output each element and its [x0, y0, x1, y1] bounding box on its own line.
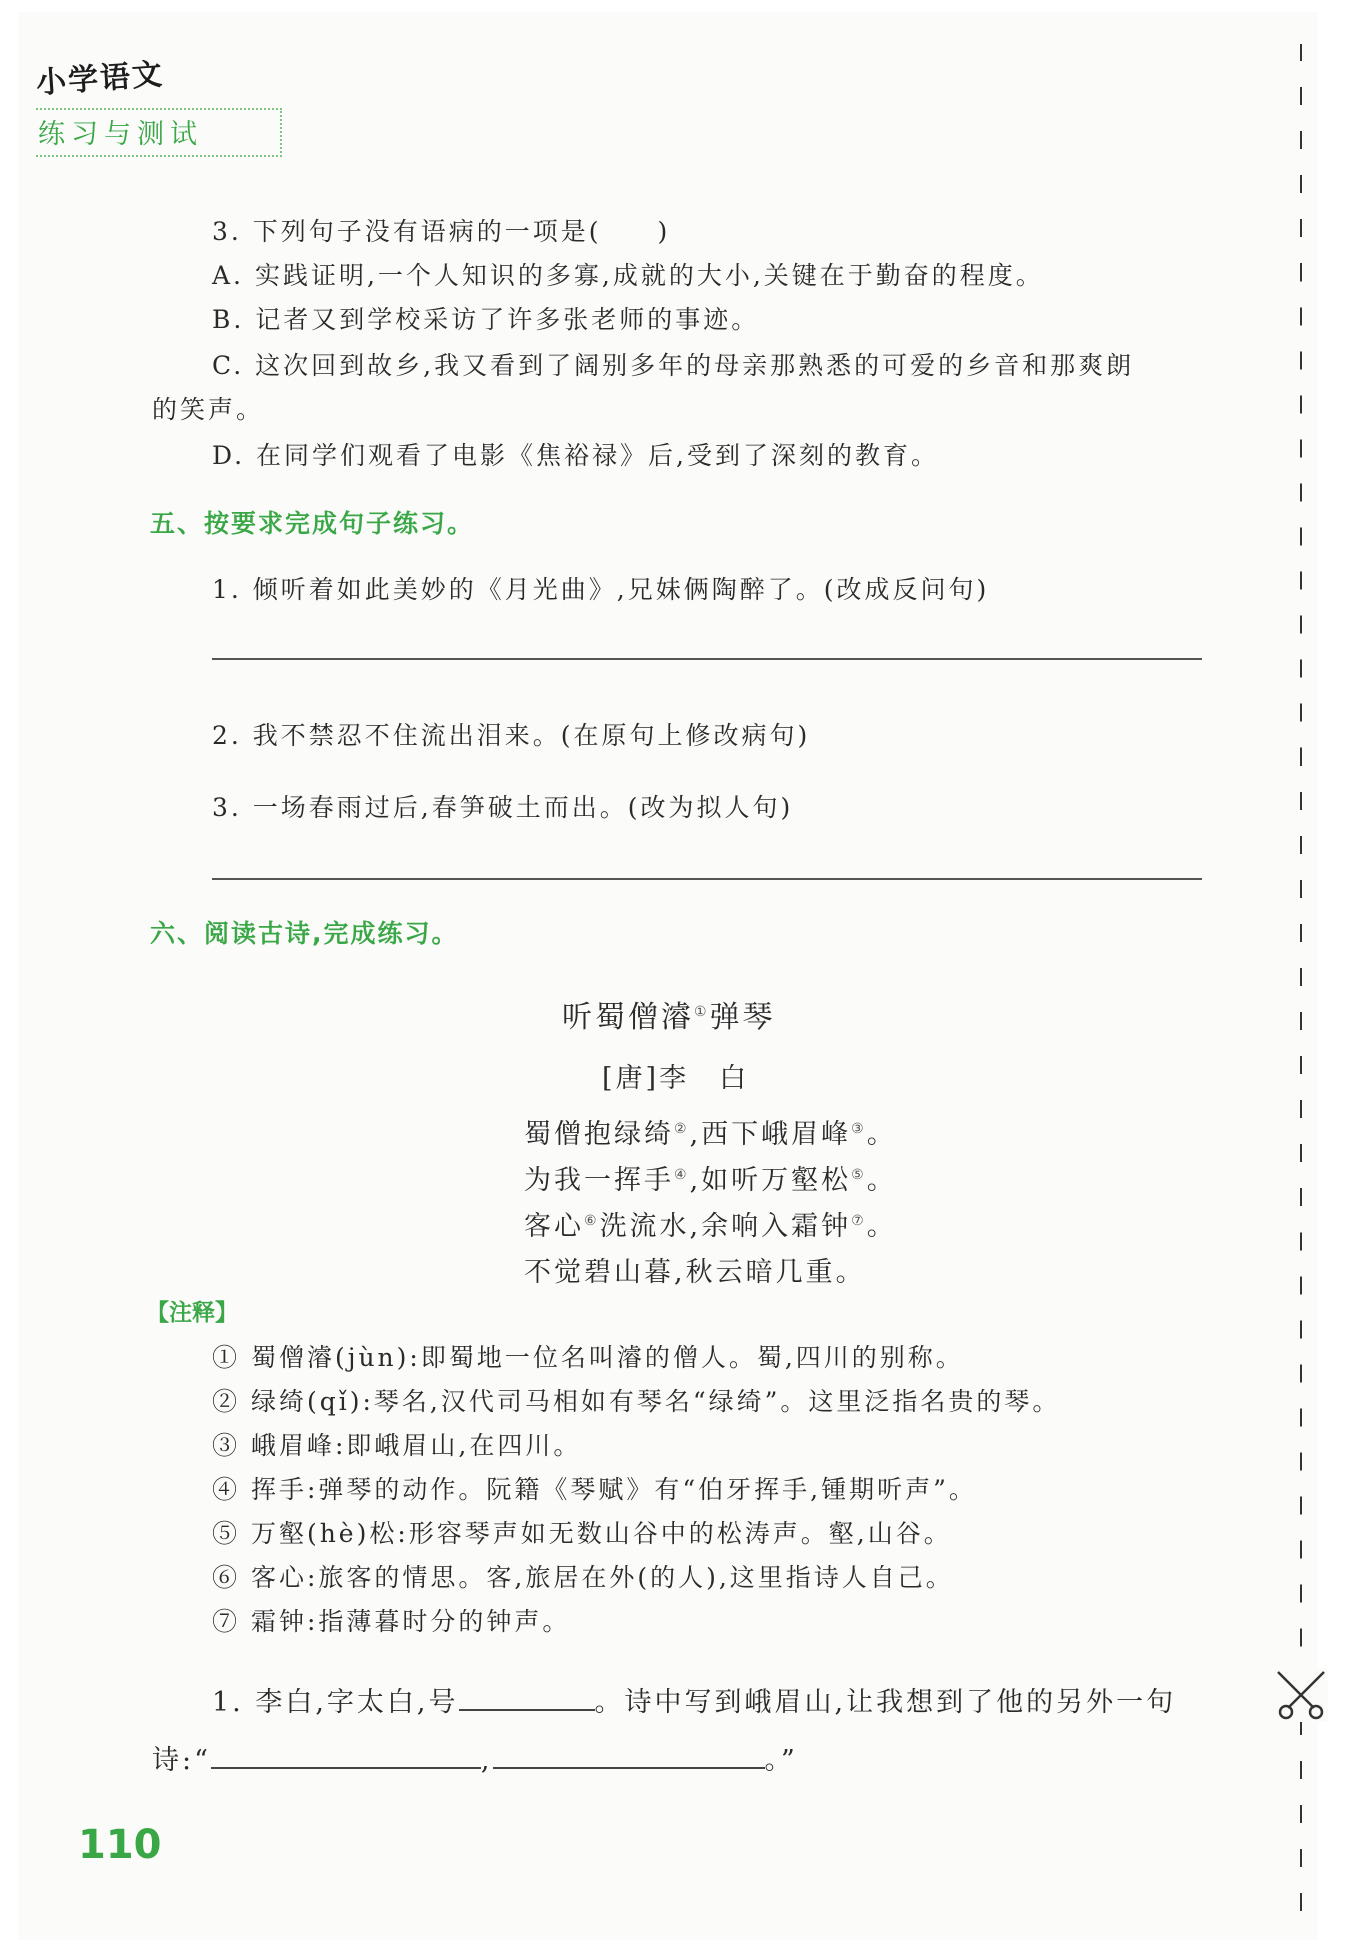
note-4: ④ 挥手:弹琴的动作。阮籍《琴赋》有“伯牙挥手,锺期听声”。 [212, 1475, 977, 1504]
q3-option-c-line1: C. 这次回到故乡,我又看到了阔别多年的母亲那熟悉的可爱的乡音和那爽朗 [212, 351, 1135, 380]
brand-title: 小学语文 [35, 57, 166, 101]
poem-author: [唐]李 白 [602, 1063, 750, 1094]
page-number: 110 [78, 1822, 162, 1868]
section6-heading: 六、阅读古诗,完成练习。 [150, 919, 459, 948]
poem-line-4: 不觉碧山暮,秋云暗几重。 [524, 1257, 866, 1288]
q3-option-a: A. 实践证明,一个人知识的多寡,成就的大小,关键在于勤奋的程度。 [212, 261, 1044, 290]
q3-option-c-line2: 的笑声。 [152, 395, 265, 424]
poem-line-3: 客心⑥洗流水,余响入霜钟⑦。 [524, 1211, 897, 1242]
s6-q1-line2: 诗:“ , 。” [152, 1745, 798, 1776]
note-6: ⑥ 客心:旅客的情思。客,旅居在外(的人),这里指诗人自己。 [212, 1563, 954, 1592]
notes-tag: 【注释】 [146, 1300, 238, 1326]
poem-blank-2[interactable] [493, 1743, 765, 1769]
poem-title: 听蜀僧濬①弹琴 [562, 1000, 776, 1035]
s5-item2: 2. 我不禁忍不住流出泪来。(在原句上修改病句) [212, 721, 811, 750]
poem-line-2: 为我一挥手④,如听万壑松⑤。 [524, 1165, 897, 1196]
poem-blank-1[interactable] [211, 1743, 481, 1769]
hao-blank[interactable] [459, 1685, 595, 1711]
note-2: ② 绿绮(qǐ):琴名,汉代司马相如有琴名“绿绮”。这里泛指名贵的琴。 [212, 1387, 1061, 1416]
note-3: ③ 峨眉峰:即峨眉山,在四川。 [212, 1431, 582, 1460]
brand-logo [36, 58, 282, 157]
brand-subtitle: 练习与测试 [36, 108, 282, 157]
cut-line [1300, 44, 1302, 1934]
s5-item3: 3. 一场春雨过后,春笋破土而出。(改为拟人句) [212, 793, 794, 822]
poem-line-1: 蜀僧抱绿绮②,西下峨眉峰③。 [524, 1119, 897, 1150]
s6-q1-line1: 1. 李白,字太白,号 。诗中写到峨眉山,让我想到了他的另外一句 [212, 1687, 1177, 1718]
scissors-icon [1274, 1668, 1328, 1722]
q3-option-b: B. 记者又到学校采访了许多张老师的事迹。 [212, 305, 760, 334]
note-7: ⑦ 霜钟:指薄暮时分的钟声。 [212, 1607, 571, 1636]
section5-heading: 五、按要求完成句子练习。 [150, 509, 475, 538]
q3-stem: 3. 下列句子没有语病的一项是( ) [212, 217, 671, 246]
note-5: ⑤ 万壑(hè)松:形容琴声如无数山谷中的松涛声。壑,山谷。 [212, 1519, 952, 1548]
q3-option-d: D. 在同学们观看了电影《焦裕禄》后,受到了深刻的教育。 [212, 441, 939, 470]
note-1: ① 蜀僧濬(jùn):即蜀地一位名叫濬的僧人。蜀,四川的别称。 [212, 1343, 964, 1372]
s5-item1: 1. 倾听着如此美妙的《月光曲》,兄妹俩陶醉了。(改成反问句) [212, 575, 990, 604]
s5-item1-answer-line[interactable] [212, 658, 1202, 660]
s5-item3-answer-line[interactable] [212, 878, 1202, 880]
